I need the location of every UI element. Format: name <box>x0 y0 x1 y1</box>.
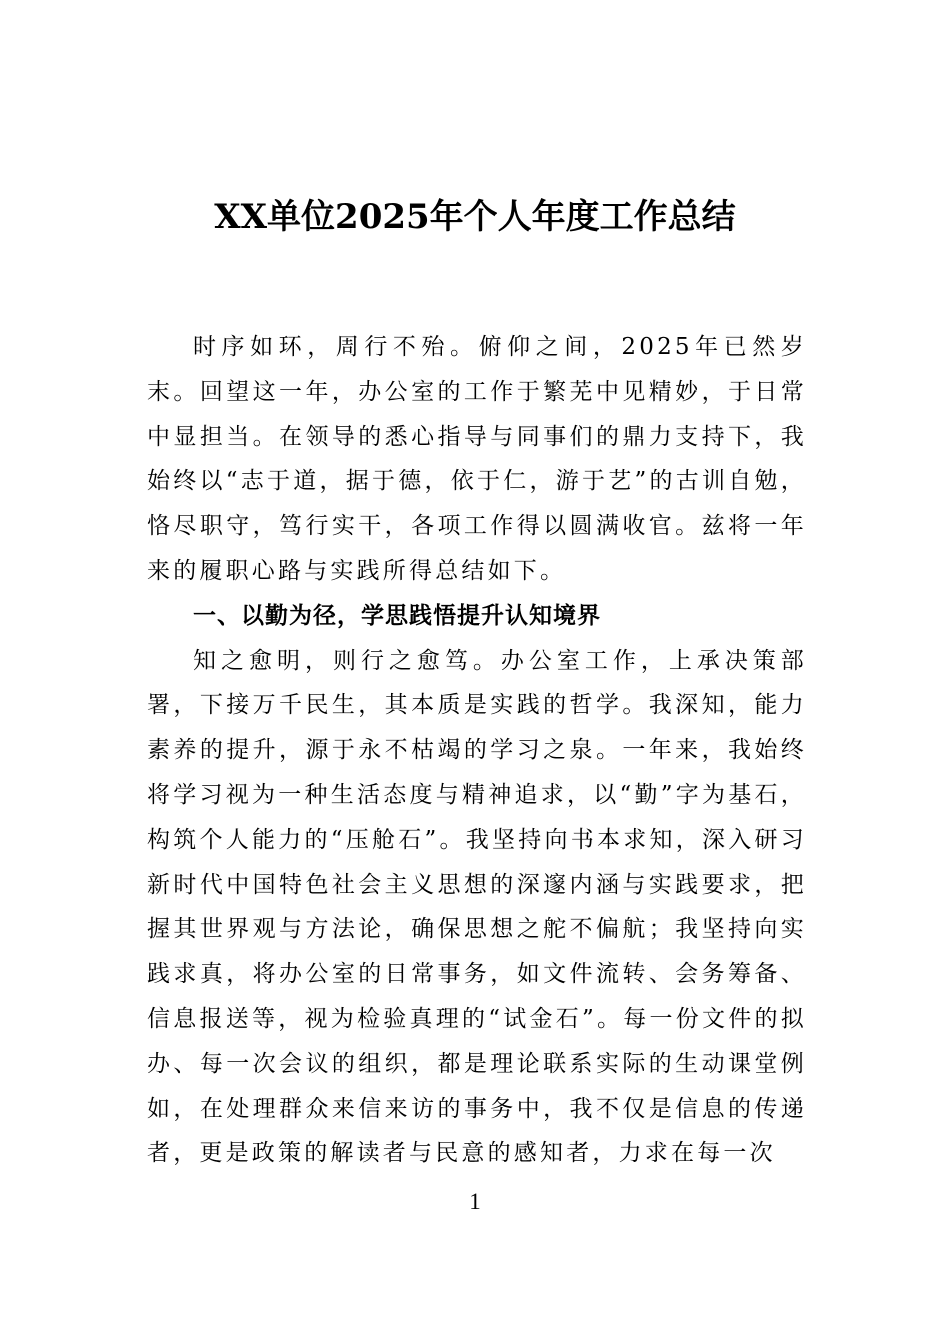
intro-paragraph: 时序如环，周行不殆。俯仰之间，2025年已然岁末。回望这一年，办公室的工作于繁芜中见精妙，于日常中显担当。在领导的悉心指导与同事们的鼎力支持下，我始终以“志于道，据于德，依于仁，游于艺”的古训自勉，恪尽职守，笃行实干，各项工作得以圆满收官。兹将一年来的履职心路与实践所得总结如下。 <box>147 334 807 584</box>
document-body <box>147 325 807 1176</box>
section-heading: 一、以勤为径，学思践悟提升认知境界 <box>193 602 601 629</box>
document-title: XX单位2025年个人年度工作总结 <box>214 197 736 237</box>
page-number: 1 <box>469 1189 481 1214</box>
section-paragraph: 知之愈明，则行之愈笃。办公室工作，上承决策部署，下接万千民生，其本质是实践的哲学。我深知，能力素养的提升，源于永不枯竭的学习之泉。一年来，我始终将学习视为一种生活态度与精神追求，以“勤”字为基石，构筑个人能力的“压舱石”。我坚持向书本求知，深入研习新时代中国特色社会主义思想的深邃内涵与实践要求，把握其世界观与方法论，确保思想之舵不偏航；我坚持向实践求真，将办公室的日常事务，如文件流转、会务筹备、信息报送等，视为检验真理的“试金石”。每一份文件的拟办、每一次会议的组织，都是理论联系实际的生动课堂例如，在处理群众来信来访的事务中，我不仅是信息的传递者，更是政策的解读者与民意的感知者，力求在每一次 <box>147 647 807 1167</box>
